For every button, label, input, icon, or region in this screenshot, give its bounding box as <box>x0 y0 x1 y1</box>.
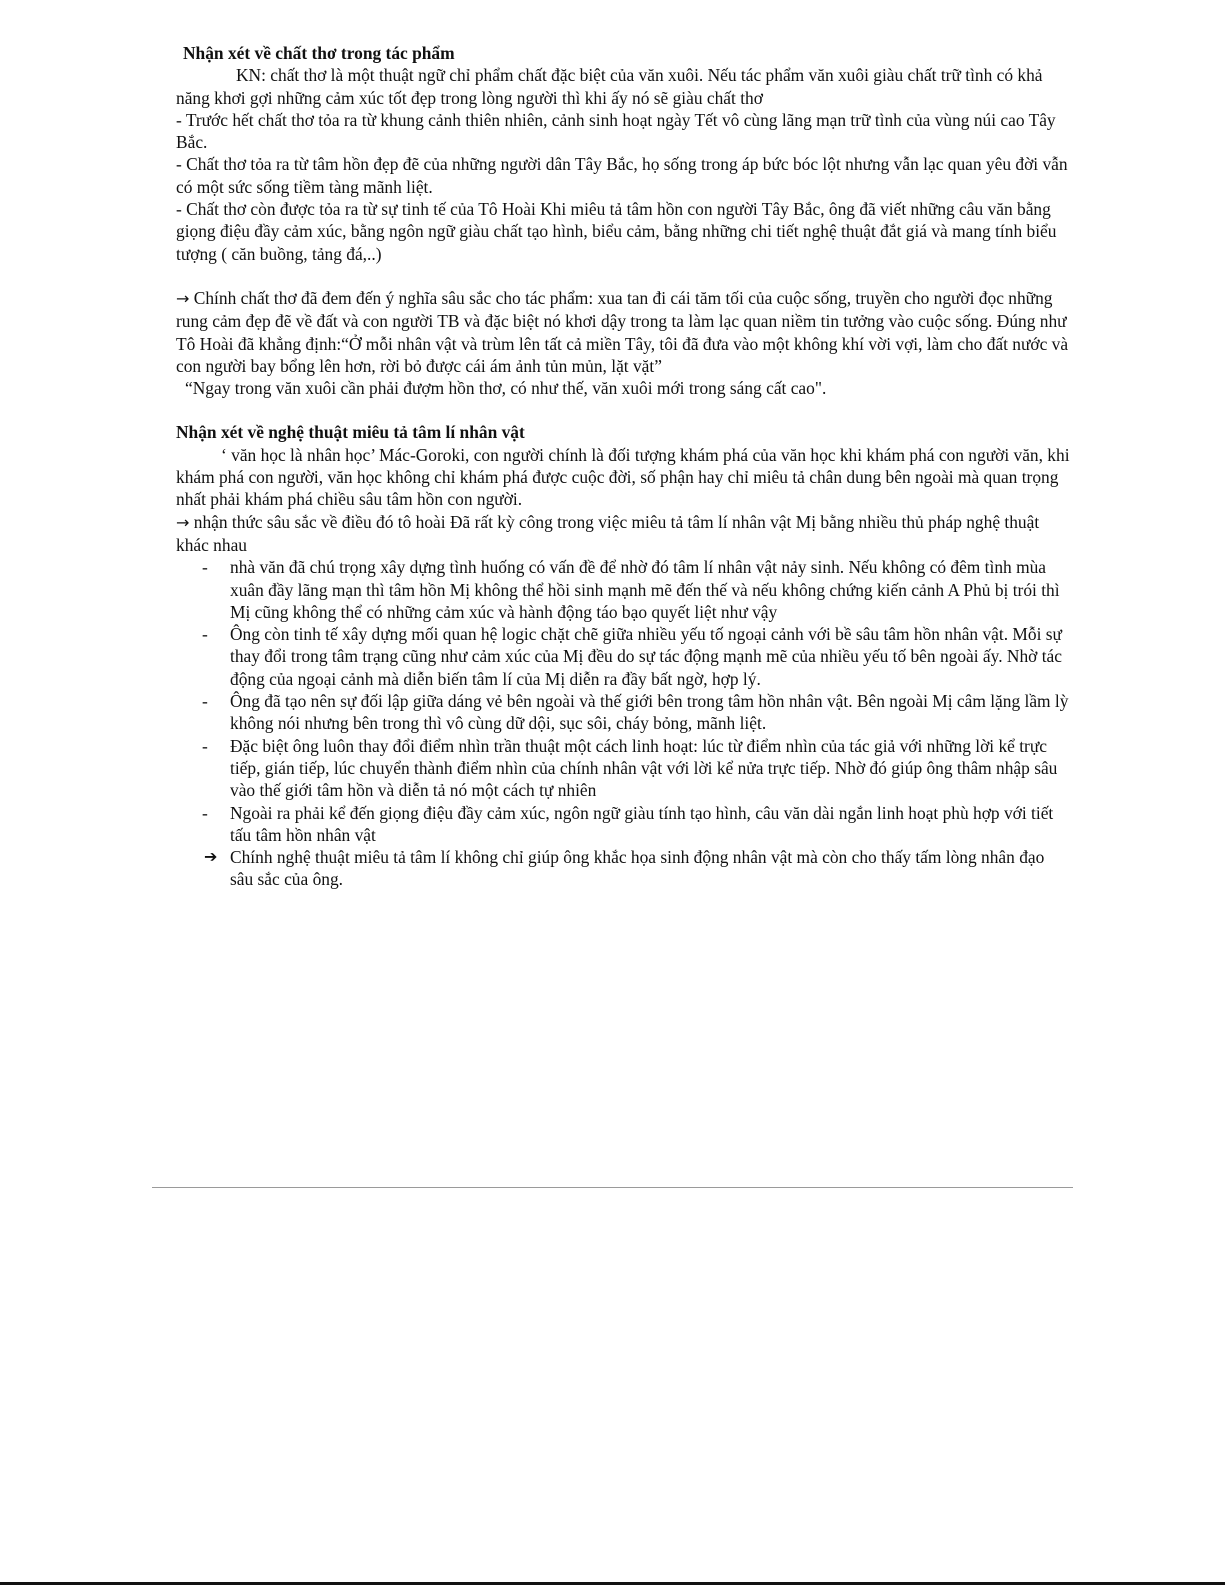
poetic-point-1: - Trước hết chất thơ tỏa ra từ khung cảnh thiên nhiên, cảnh sinh hoạt ngày Tết vô cùng lãng mạn trữ tình của vùng núi cao Tây Bắc. <box>176 109 1056 153</box>
dash-bullet: - <box>202 735 208 756</box>
list-item-text: nhà văn đã chú trọng xây dựng tình huống có vấn đề để nhờ đó tâm lí nhân vật nảy sinh. Nếu không có đêm tình mùa xuân đầy lãng mạn thì tâm hồn Mị không thể hồi sinh mạnh mẽ đến thế và nếu không chứng kiến cảnh A Phủ bị trói thì Mị cũng không thể có những cảm xúc và hành động táo bạo quyết liệt như vậy <box>230 557 1060 622</box>
paragraph-gap <box>176 265 1071 287</box>
paragraph-gap <box>176 399 1071 421</box>
list-item <box>176 690 1071 735</box>
list-item <box>176 802 1071 847</box>
poetic-point-3: - Chất thơ còn được tỏa ra từ sự tinh tế của Tô Hoài Khi miêu tả tâm hồn con người Tây Bắc, ông đã viết những câu văn bằng giọng điệu đầy cảm xúc, bằng ngôn ngữ giàu chất tạo hình, biểu cảm, bằng những chi tiết nghệ thuật đắt giá và mang tính biểu tượng ( căn buồng, tảng đá,..) <box>176 199 1057 264</box>
list-item <box>176 556 1071 623</box>
psychology-conclusion-paragraph <box>176 846 1071 891</box>
list-item <box>176 623 1071 690</box>
list-item-text: Ông còn tinh tế xây dựng mối quan hệ logic chặt chẽ giữa nhiều yếu tố ngoại cảnh với bề sâu tâm hồn nhân vật. Mỗi sự thay đổi trong tâm trạng cũng như cảm xúc của Mị đều do sự tác động mạnh mẽ của nhiều yếu tố bên ngoài ấy. Nhờ tác động của ngoại cảnh mà diễn biến tâm lí của Mị diễn ra đầy bất ngờ, hợp lý. <box>230 624 1062 689</box>
definition-paragraph: KN: chất thơ là một thuật ngữ chỉ phẩm chất đặc biệt của văn xuôi. Nếu tác phẩm văn xuôi giàu chất trữ tình có khả năng khơi gợi những cảm xúc tốt đẹp trong lòng người thì khi ấy nó sẽ giàu chất thơ <box>176 65 1043 108</box>
dash-bullet: - <box>202 557 208 578</box>
list-item-text: Ông đã tạo nên sự đối lập giữa dáng vẻ bên ngoài và thế giới bên trong tâm hồn nhân vật. Bên ngoài Mị câm lặng lầm lỳ không nói nhưng bên trong thì vô cùng dữ dội, sục sôi, cháy bỏng, mãnh liệt. <box>230 691 1069 734</box>
psychology-conclusion-text: Chính nghệ thuật miêu tả tâm lí không chỉ giúp ông khắc họa sinh động nhân vật mà còn cho thấy tấm lòng nhân đạo sâu sắc của ông. <box>230 847 1045 890</box>
literature-intro-paragraph: ‘ văn học là nhân học’ Mác-Goroki, con người chính là đối tượng khám phá của văn học khi khám phá con người văn, khi khám phá con người, văn học không chỉ khám phá được cuộc đời, số phận hay chỉ miêu tả chân dung bên ngoài mà quan trọng nhất phải khám phá chiều sâu tâm hồn con người. <box>176 444 1070 510</box>
poetic-conclusion-text: Chính chất thơ đã đem đến ý nghĩa sâu sắc cho tác phẩm: xua tan đi cái tăm tối của cuộc sống, truyền cho người đọc những rung cảm đẹp đẽ về đất và con người TB và đặc biệt nó khơi dậy trong ta làm lạc quan niềm tin tưởng vào cuộc sống. Đúng như Tô Hoài đã khẳng định:“Ở mỗi nhân vật và trùm lên tất cả miền Tây, tôi đã đưa vào một không khí vời vợi, làm cho đất nước và con người bay bổng lên hơn, rời bỏ được cái ám ảnh tủn mủn, lặt vặt” <box>176 287 1069 376</box>
prose-quote: “Ngay trong văn xuôi cần phải đượm hồn thơ, có như thế, văn xuôi mới trong sáng cất cao". <box>185 378 827 399</box>
section-heading-poetic-quality: Nhận xét về chất thơ trong tác phẩm <box>183 43 455 63</box>
poetic-conclusion-paragraph <box>176 287 1071 377</box>
right-arrow-icon: → <box>176 512 190 532</box>
right-arrow-icon: → <box>176 288 190 308</box>
awareness-text: nhận thức sâu sắc về điều đó tô hoài Đã rất kỳ công trong việc miêu tả tâm lí nhân vật Mị bằng nhiều thủ pháp nghệ thuật khác nhau <box>176 511 1040 555</box>
dash-bullet: - <box>202 802 208 823</box>
list-item <box>176 735 1071 802</box>
awareness-paragraph <box>176 511 1071 557</box>
list-item-text: Đặc biệt ông luôn thay đổi điểm nhìn trần thuật một cách linh hoạt: lúc từ điểm nhìn của tác giả với những lời kể trực tiếp, gián tiếp, lúc chuyển thành điểm nhìn của chính nhân vật với lời kể nửa trực tiếp. Nhờ đó giúp ông thâm nhập sâu vào thế giới tâm hồn và diễn tả nó một cách tự nhiên <box>230 735 1058 801</box>
poetic-point-2: - Chất thơ tỏa ra từ tâm hồn đẹp đẽ của những người dân Tây Bắc, họ sống trong áp bức bóc lột nhưng vẫn lạc quan yêu đời vẫn có một sức sống tiềm tàng mãnh liệt. <box>176 154 1068 197</box>
list-item-text: Ngoài ra phải kể đến giọng điệu đầy cảm xúc, ngôn ngữ giàu tính tạo hình, câu văn dài ngắn linh hoạt phù hợp với tiết tấu tâm hồn nhân vật <box>230 802 1054 845</box>
page-separator-line <box>152 1187 1073 1188</box>
bold-arrow-icon: ➔ <box>204 847 218 867</box>
dash-bullet: - <box>202 691 208 712</box>
document-page <box>176 42 1071 891</box>
technique-list <box>176 556 1071 846</box>
section-heading-psychology: Nhận xét về nghệ thuật miêu tả tâm lí nhân vật <box>176 422 525 443</box>
dash-bullet: - <box>202 624 208 645</box>
